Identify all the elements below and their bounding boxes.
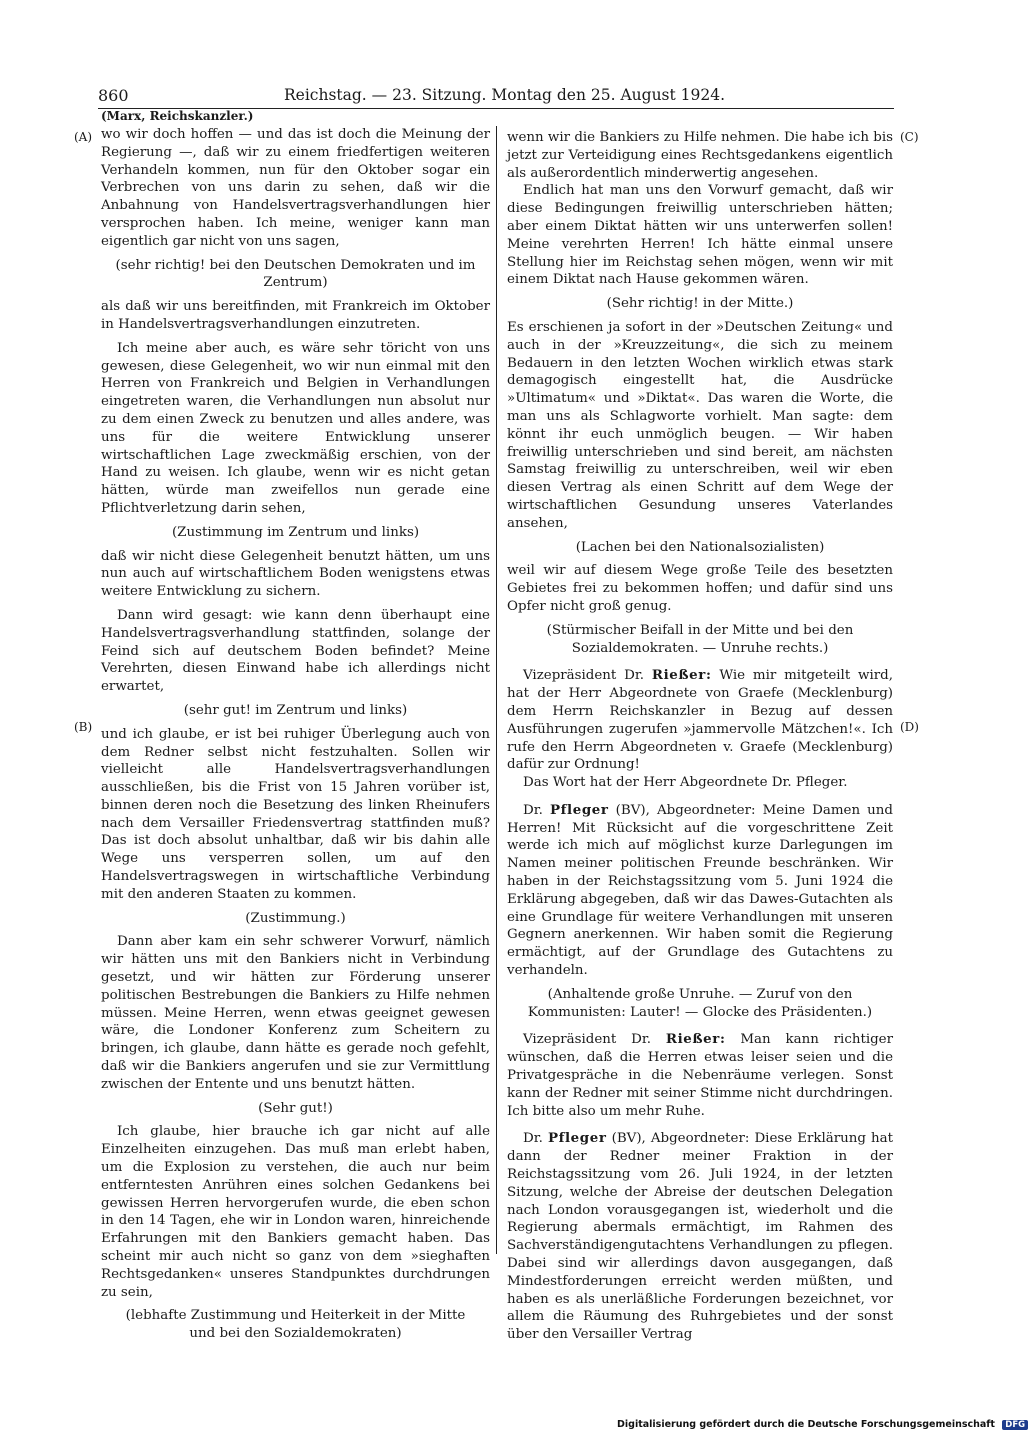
margin-mark-a: (A) (74, 130, 93, 144)
paragraph: und ich glaube, er ist bei ruhiger Überlegung auch von dem Redner selbst nicht festzuhalten. Sollen wir vielleicht alle Handelsvertragsverhandlungen ausschließen, bis die Frist von 15 Jahren vorüber ist, binnen deren noch die Besetzung des linken Rheinufers nach dem Versailler Friedensvertrag stattfinden muß? Das ist doch absolut unhaltbar, daß wir bis dahin alle Wege uns versperren sollen, um auf den Handelsvertragswegen in wirtschaftliche Verbindung mit den anderen Staaten zu kommen. (101, 726, 490, 902)
margin-mark-c: (C) (900, 130, 919, 144)
speaker-role: Vizepräsident Dr. (523, 668, 645, 684)
interjection: (Zustimmung im Zentrum und links) (171, 524, 420, 540)
margin-mark-b: (B) (74, 720, 93, 734)
speech-text: Meine Damen und Herren! Mit Rücksicht auf die vorgeschrittene Zeit werde ich mich auf möglichst kurze Darlegungen im Namen meiner politischen Freunde beschränken. Wir haben in der Reichstagssitzung vom 5. Juni 1924 die Erklärung abgegeben, daß wir das Dawes-Gutachten als eine Grundlage für weitere Verhandlungen mit unseren Gegnern anerkennen. Wir haben somit die Regierung ermächtigt, auf der Grundlage des Gutachtens zu verhandeln. (507, 802, 893, 979)
speaker-party: (BV), Abgeordneter: (611, 1131, 750, 1147)
interjection: (Sehr richtig! in der Mitte.) (606, 296, 794, 312)
left-column (101, 107, 490, 1349)
paragraph: Endlich hat man uns den Vorwurf gemacht, daß wir diese Bedingungen freiwillig unterschrieben hätten; aber einem Diktat hätten wir uns unterwerfen sollen! Meine verehrten Herren! Ich hätte einmal unsere Stellung hier im Reichstag sehen mögen, wenn wir mit einem Diktat nach Hause gekommen wären. (507, 183, 893, 288)
paragraph: daß wir nicht diese Gelegenheit benutzt hätten, um uns nun auch auf wirtschaftlichem Boden wenigstens etwas weitere Entwicklung zu sichern. (101, 548, 490, 600)
paragraph: Es erschienen ja sofort in der »Deutschen Zeitung« und auch in der »Kreuzzeitung«, die sich zu meinem Bedauern in den letzten Wochen wirklich etwas stark demagogisch eingestellt hat, die Ausdrücke »Ultimatum« und »Diktat«. Das waren die Worte, die man uns als Schlagworte vorhielt. Man sagte: dem könnt ihr euch unmöglich beugen. — Wir haben freiwillig unterschrieben und sind bereit, am nächsten Samstag freiwillig zu unterschreiben, weil wir eben diesen Vertrag als einen Schritt auf dem Wege der wirtschaftlichen Gesundung unseres Vaterlandes ansehen, (507, 319, 893, 531)
speech-paragraph (507, 1031, 893, 1120)
speaker-name: Pfleger (550, 801, 609, 818)
speaker-party: (BV), Abgeordneter: (615, 802, 756, 818)
right-column (507, 129, 893, 1344)
interjection: (sehr richtig! bei den Deutschen Demokraten und im Zentrum) (115, 257, 476, 291)
interjection: (sehr gut! im Zentrum und links) (183, 702, 408, 718)
speaker-name: Rießer: (665, 1031, 726, 1048)
interjection: (Anhaltende große Unruhe. — Zuruf von den Kommunisten: Lauter! — Glocke des Präsidenten.) (527, 986, 873, 1020)
running-title: Reichstag. — 23. Sitzung. Montag den 25. August 1924. (284, 86, 726, 104)
interjection: (Zustimmung.) (245, 910, 346, 926)
speech-text: Man kann richtiger wünschen, daß die Herren etwas leiser seien und die Privatgespräche in die Nebenräume verlegen. Sonst kann der Redner mit seiner Stimme nicht durchdringen. Ich bitte also um mehr Ruhe. (507, 1032, 894, 1119)
margin-mark-d: (D) (900, 720, 919, 734)
speaker-name: Rießer: (651, 667, 712, 684)
interjection: (lebhafte Zustimmung und Heiterkeit in der Mitte und bei den Sozialdemokraten) (125, 1308, 466, 1342)
paragraph: wo wir doch hoffen — und das ist doch die Meinung der Regierung —, daß wir zu einem friedfertigen weiteren Verhandeln kommen, nun für den Oktober sogar ein Verbrechen von uns darin zu sehen, daß wir die Anbahnung von Handelsvertragsverhandlungen hier versprochen haben. Ich meine, weniger kann man eigentlich gar nicht von uns sagen, (101, 127, 490, 249)
page-header (92, 86, 892, 108)
paragraph: Das Wort hat der Herr Abgeordnete Dr. Pfleger. (523, 775, 848, 791)
speech-text: Wie mir mitgeteilt wird, hat der Herr Abgeordnete von Graefe (Mecklenburg) dem Herrn Reichskanzler in Bezug auf dessen Ausführungen zugerufen »jammervolle Mätzchen!«. Ich rufe den Herrn Abgeordneten v. Graefe (Mecklenburg) dafür zur Ordnung! (507, 668, 893, 773)
speaker-name: Pfleger (547, 1130, 607, 1147)
speaker-line: (Marx, Reichskanzler.) (101, 109, 254, 123)
footer-credit (617, 1419, 1028, 1430)
column-divider (496, 126, 497, 1254)
speaker-role: Vizepräsident Dr. (523, 1032, 652, 1048)
interjection: (Sehr gut!) (258, 1100, 333, 1116)
funding-note: Digitalisierung gefördert durch die Deutsche Forschungsgemeinschaft (617, 1419, 995, 1430)
speech-paragraph (507, 802, 893, 980)
paragraph: Dann wird gesagt: wie kann denn überhaupt eine Handelsvertragsverhandlung stattfinden, solange der Feind sich auf deutschem Boden befindet? Meine Verehrten, diesen Einwand habe ich allerdings nicht erwartet, (101, 607, 490, 695)
speech-paragraph (507, 667, 893, 774)
paragraph: weil wir auf diesem Wege große Teile des besetzten Gebietes frei zu bekommen hoffen; und dafür sind uns Opfer nicht groß genug. (507, 563, 893, 614)
speaker-role: Dr. (523, 1131, 543, 1147)
paragraph: Ich glaube, hier brauche ich gar nicht auf alle Einzelheiten einzugehen. Das muß man erlebt haben, um die Explosion zu verstehen, die auch nur beim entferntesten Anrühren eines solchen Gedankens bei gewissen Herren hervorgerufen wurde, die eben schon in den 14 Tagen, ehe wir in London waren, hinreichende Erfahrungen mit den Bankiers gemacht haben. Das scheint mir auch nicht so ganz von dem »sieghaften Rechtsgedanken« unseres Standpunktes durchdrungen zu sein, (101, 1124, 490, 1300)
interjection: (Lachen bei den Nationalsozialisten) (575, 539, 825, 555)
speech-text: Diese Erklärung hat dann der Redner meiner Fraktion in der Reichstagssitzung vom 26. Juli 1924, in der letzten Sitzung, welche der Abreise der deutschen Delegation nach London vorausgegangen ist, wiederholt und die Regierung abermals ermächtigt, im Rahmen des Sachverständigengutachtens Verhandlungen zu pflegen. Dabei sind wir allerdings davon ausgegangen, daß Mindestforderungen erreicht werden müßten, und haben es als unerläßliche Forderungen bezeichnet, vor allem die Räumung des Ruhrgebietes und der sonst über den Versailler Vertrag (507, 1131, 894, 1343)
paragraph: wenn wir die Bankiers zu Hilfe nehmen. Die habe ich bis jetzt zur Verteidigung eines Rechtsgedankens eigentlich als außerordentlich minderwertig angesehen. (507, 130, 893, 181)
dfg-logo-icon: DFG (1002, 1420, 1028, 1430)
page-number: 860 (98, 86, 129, 105)
paragraph: als daß wir uns bereitfinden, mit Frankreich im Oktober in Handelsvertragsverhandlungen einzutreten. (101, 299, 490, 332)
paragraph: Ich meine aber auch, es wäre sehr töricht von uns gewesen, diese Gelegenheit, wo wir nun einmal mit den Herren von Frankreich und Belgien in Verhandlungen eingetreten waren, die Verhandlungen nun absolut nur zu dem einen Zweck zu benutzen und alles andere, was uns für die weitere Entwicklung unserer wirtschaftlichen Lage zweckmäßig erschien, von der Hand zu weisen. Ich glaube, wenn wir es nicht getan hätten, würde man zweifellos nun gerade eine Pflichtverletzung darin sehen, (101, 340, 490, 516)
paragraph: Dann aber kam ein sehr schwerer Vorwurf, nämlich wir hätten uns mit den Bankiers nicht in Verbindung gesetzt, und wir hätten zur Förderung unserer politischen Bestrebungen die Bankiers zu Hilfe nehmen müssen. Meine Herren, wenn etwas geeignet gewesen wäre, die Londoner Konferenz zum Scheitern zu bringen, ich glaube, dann hätte es gerade noch gefehlt, daß wir die Bankiers angerufen und sie zur Vermittlung zwischen der Entente und uns benutzt hätten. (101, 934, 490, 1092)
speaker-role: Dr. (523, 802, 543, 818)
interjection: (Stürmischer Beifall in der Mitte und bei den Sozialdemokraten. — Unruhe rechts.) (546, 622, 854, 656)
speech-paragraph (507, 1130, 893, 1344)
